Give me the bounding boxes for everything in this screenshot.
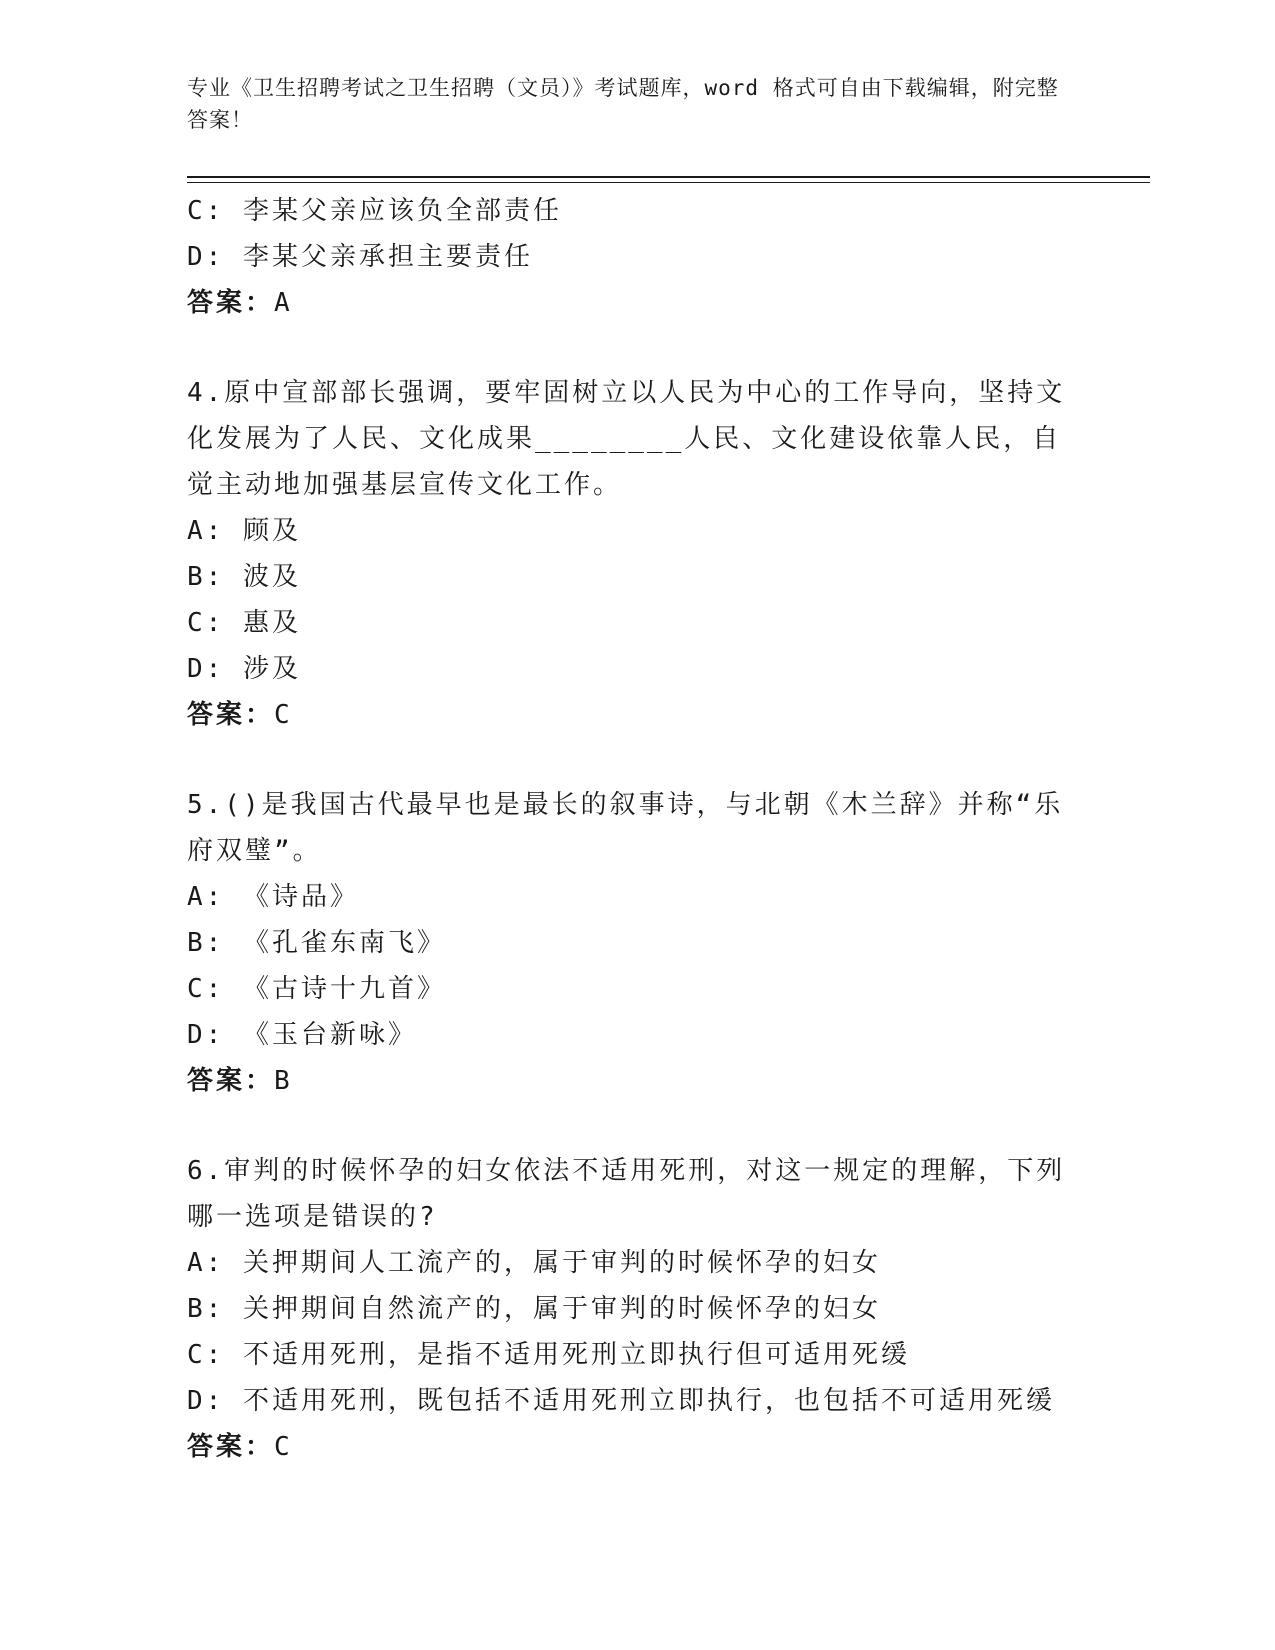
option-c [187, 966, 1067, 1012]
option-text: 不适用死刑，既包括不适用死刑立即执行，也包括不可适用死缓 [242, 1386, 1055, 1416]
document-intro: 专业《卫生招聘考试之卫生招聘（文员）》考试题库，word 格式可自由下载编辑，附完整答案！ [187, 76, 1059, 132]
option-a [187, 508, 1067, 554]
question-4 [187, 370, 1067, 738]
answer-line [187, 280, 1067, 326]
option-letter: C: [187, 196, 225, 226]
option-letter: D: [187, 654, 225, 684]
question-stem: 6.审判的时候怀孕的妇女依法不适用死刑，对这一规定的理解，下列哪一选项是错误的? [187, 1156, 1066, 1232]
option-text: 不适用死刑，是指不适用死刑立即执行但可适用死缓 [242, 1340, 910, 1370]
option-letter: C: [187, 1340, 225, 1370]
question-stem: 5.()是我国古代最早也是最长的叙事诗，与北朝《木兰辞》并称“乐府双璧”。 [187, 790, 1064, 866]
answer-line [187, 1424, 1067, 1470]
option-letter: C: [187, 608, 225, 638]
option-letter: B: [187, 562, 225, 592]
option-text: 李某父亲承担主要责任 [242, 242, 533, 272]
option-d [187, 1378, 1067, 1424]
question-stem: 4.原中宣部部长强调，要牢固树立以人民为中心的工作导向，坚持文化发展为了人民、文化成果________人民、文化建设依靠人民，自觉主动地加强基层宣传文化工作。 [187, 378, 1066, 500]
question-5 [187, 782, 1067, 1104]
answer-value: B [274, 1066, 293, 1096]
answer-value: A [274, 288, 293, 318]
option-b [187, 920, 1067, 966]
option-a [187, 1240, 1067, 1286]
option-letter: A: [187, 516, 225, 546]
option-letter: A: [187, 1248, 225, 1278]
option-text: 关押期间人工流产的，属于审判的时候怀孕的妇女 [242, 1248, 881, 1278]
option-text: 波及 [242, 562, 301, 592]
option-text: 惠及 [242, 608, 301, 638]
option-d [187, 1012, 1067, 1058]
answer-label: 答案： [187, 288, 275, 318]
answer-value: C [274, 1432, 293, 1462]
option-text: 《古诗十九首》 [242, 974, 446, 1004]
option-letter: B: [187, 1294, 225, 1324]
header-divider-thin [187, 182, 1150, 183]
option-letter: D: [187, 1020, 225, 1050]
option-text: 《孔雀东南飞》 [242, 928, 446, 958]
option-text: 顾及 [242, 516, 301, 546]
answer-line [187, 1058, 1067, 1104]
option-letter: D: [187, 1386, 225, 1416]
option-text: 《诗品》 [242, 882, 359, 912]
option-c [187, 1332, 1067, 1378]
header-divider-thick [187, 176, 1150, 178]
option-letter: A: [187, 882, 225, 912]
option-a [187, 874, 1067, 920]
option-text: 涉及 [242, 654, 301, 684]
answer-line [187, 692, 1067, 738]
option-letter: D: [187, 242, 225, 272]
option-d [187, 646, 1067, 692]
option-b [187, 1286, 1067, 1332]
answer-label: 答案： [187, 700, 275, 730]
answer-value: C [274, 700, 293, 730]
question-3-continued [187, 188, 1067, 326]
question-6 [187, 1148, 1067, 1470]
option-c [187, 600, 1067, 646]
option-text: 《玉台新咏》 [242, 1020, 417, 1050]
option-text: 关押期间自然流产的，属于审判的时候怀孕的妇女 [242, 1294, 881, 1324]
option-c [187, 188, 1067, 234]
answer-label: 答案： [187, 1066, 275, 1096]
question-list [187, 188, 1067, 1470]
option-letter: C: [187, 974, 225, 1004]
option-letter: B: [187, 928, 225, 958]
option-b [187, 554, 1067, 600]
option-text: 李某父亲应该负全部责任 [242, 196, 562, 226]
option-d [187, 234, 1067, 280]
answer-label: 答案： [187, 1432, 275, 1462]
